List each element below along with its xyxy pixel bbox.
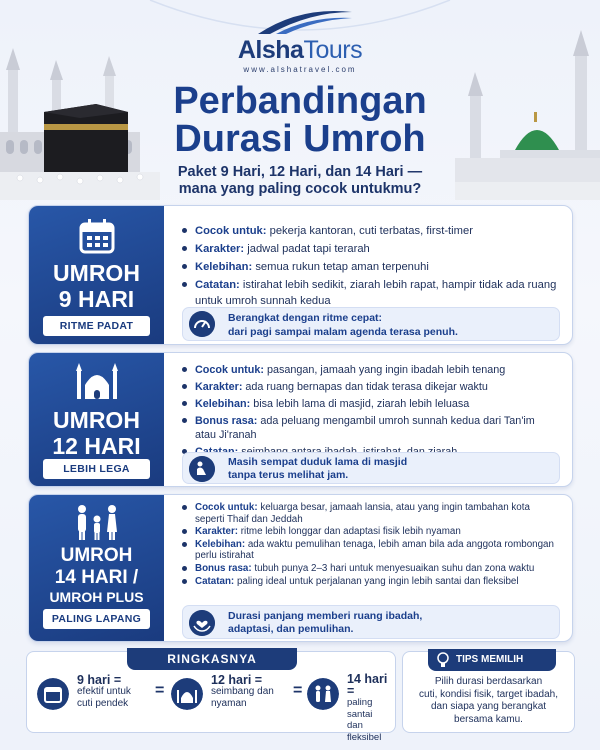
mosque-icon (74, 361, 120, 401)
package-points (182, 223, 558, 309)
praying-person-icon (189, 456, 215, 482)
package-card-12-hari (28, 352, 573, 487)
point-item: Karakter: ritme lebih longgar dan adaptasi fisik lebih nyaman (182, 526, 558, 538)
point-item: Karakter: ada ruang bernapas dan tidak terasa dikejar waktu (182, 380, 558, 394)
point-item: Kelebihan: ada waktu pemulihan tenaga, lebih aman bila ada anggota rombongan perlu istirahat (182, 539, 558, 562)
tips-panel (402, 651, 575, 733)
package-points (182, 502, 558, 587)
note-text: Berangkat dengan ritme cepat: dari pagi sampai malam agenda terasa penuh. (228, 312, 458, 338)
page-title: Perbandingan Durasi Umroh (173, 80, 427, 160)
point-item: Cocok untuk: pekerja kantoran, cuti terbatas, first-timer (182, 223, 558, 239)
speedometer-icon (189, 311, 215, 337)
point-item: Cocok untuk: pasangan, jamaah yang ingin ibadah lebih tenang (182, 363, 558, 377)
point-item: Karakter: jadwal padat tapi terarah (182, 241, 558, 257)
package-note (182, 605, 560, 639)
summary-title: RINGKASNYA (127, 648, 297, 670)
point-item: Catatan: istirahat lebih sedikit, ziarah lebih rapat, hampir tidak ada ruang untuk umroh sunnah kedua (182, 277, 558, 309)
summary-text: 14 hari = paling santai dan fleksibel (347, 672, 388, 743)
note-text: Durasi panjang memberi ruang ibadah, adaptasi, dan pemulihan. (228, 610, 423, 635)
package-note (182, 307, 560, 341)
mosque-icon (171, 678, 203, 710)
logo-swoosh-icon (240, 6, 360, 36)
summary-item-12-hari (171, 674, 281, 729)
point-item: Bonus rasa: tubuh punya 2–3 hari untuk menyesuaikan suhu dan zona waktu (182, 563, 558, 575)
hero-header (0, 0, 600, 200)
package-badge: LEBIH LEGA (43, 459, 150, 479)
tips-title: TIPS MEMILIH (428, 649, 556, 671)
package-name: UMROH 14 HARI / UMROH PLUS (49, 545, 144, 605)
note-text: Masih sempat duduk lama di masjid tanpa terus melihat jam. (228, 456, 408, 481)
summary-text: 12 hari = seimbang dan nyaman (211, 673, 274, 709)
heart-hands-icon (189, 610, 215, 636)
package-side-panel (29, 206, 164, 344)
package-card-14-hari (28, 494, 573, 642)
package-points (182, 363, 558, 459)
summary-item-14-hari (307, 672, 395, 743)
tips-text: Pilih durasi berdasarkan cuti, kondisi fisik, target ibadah, dan siapa yang berangkat bersama kamu. (419, 676, 558, 725)
brand-name: AlshaTours (237, 36, 363, 64)
calendar-icon (37, 678, 69, 710)
package-side-panel (29, 495, 164, 641)
package-name: UMROH 12 HARI (52, 407, 141, 459)
green-dome-icon (515, 130, 559, 150)
calendar-icon (77, 216, 117, 256)
package-note (182, 452, 560, 484)
summary-item-9-hari (37, 674, 147, 729)
equals-divider: = (293, 682, 303, 699)
equals-divider: = (155, 682, 165, 699)
point-item: Kelebihan: semua rukun tetap aman terpenuhi (182, 259, 558, 275)
package-badge: RITME PADAT (43, 316, 150, 336)
family-icon (70, 503, 124, 541)
summary-panel (26, 651, 396, 743)
brand-logo[interactable] (225, 6, 375, 74)
point-item: Bonus rasa: ada peluang mengambil umroh sunnah kedua dari Tan'im atau Ji'ranah (182, 414, 558, 442)
family-icon (307, 678, 339, 710)
package-name: UMROH 9 HARI (53, 260, 140, 312)
point-item: Kelebihan: bisa lebih lama di masjid, ziarah lebih leluasa (182, 397, 558, 411)
point-item: Catatan: paling ideal untuk perjalanan yang ingin lebih santai dan fleksibel (182, 576, 558, 588)
page-subtitle: Paket 9 Hari, 12 Hari, dan 14 Hari — mana yang paling cocok untukmu? (177, 164, 423, 197)
lightbulb-icon (434, 651, 452, 669)
package-card-9-hari (28, 205, 573, 345)
point-item: Cocok untuk: keluarga besar, jamaah lansia, atau yang ingin tambahan kota seperti Thaif dan Jeddah (182, 502, 558, 525)
package-badge: PALING LAPANG (43, 609, 150, 629)
package-side-panel (29, 353, 164, 486)
summary-text: 9 hari = efektif untuk cuti pendek (77, 673, 131, 709)
brand-url: www.alshatravel.com (243, 65, 357, 74)
